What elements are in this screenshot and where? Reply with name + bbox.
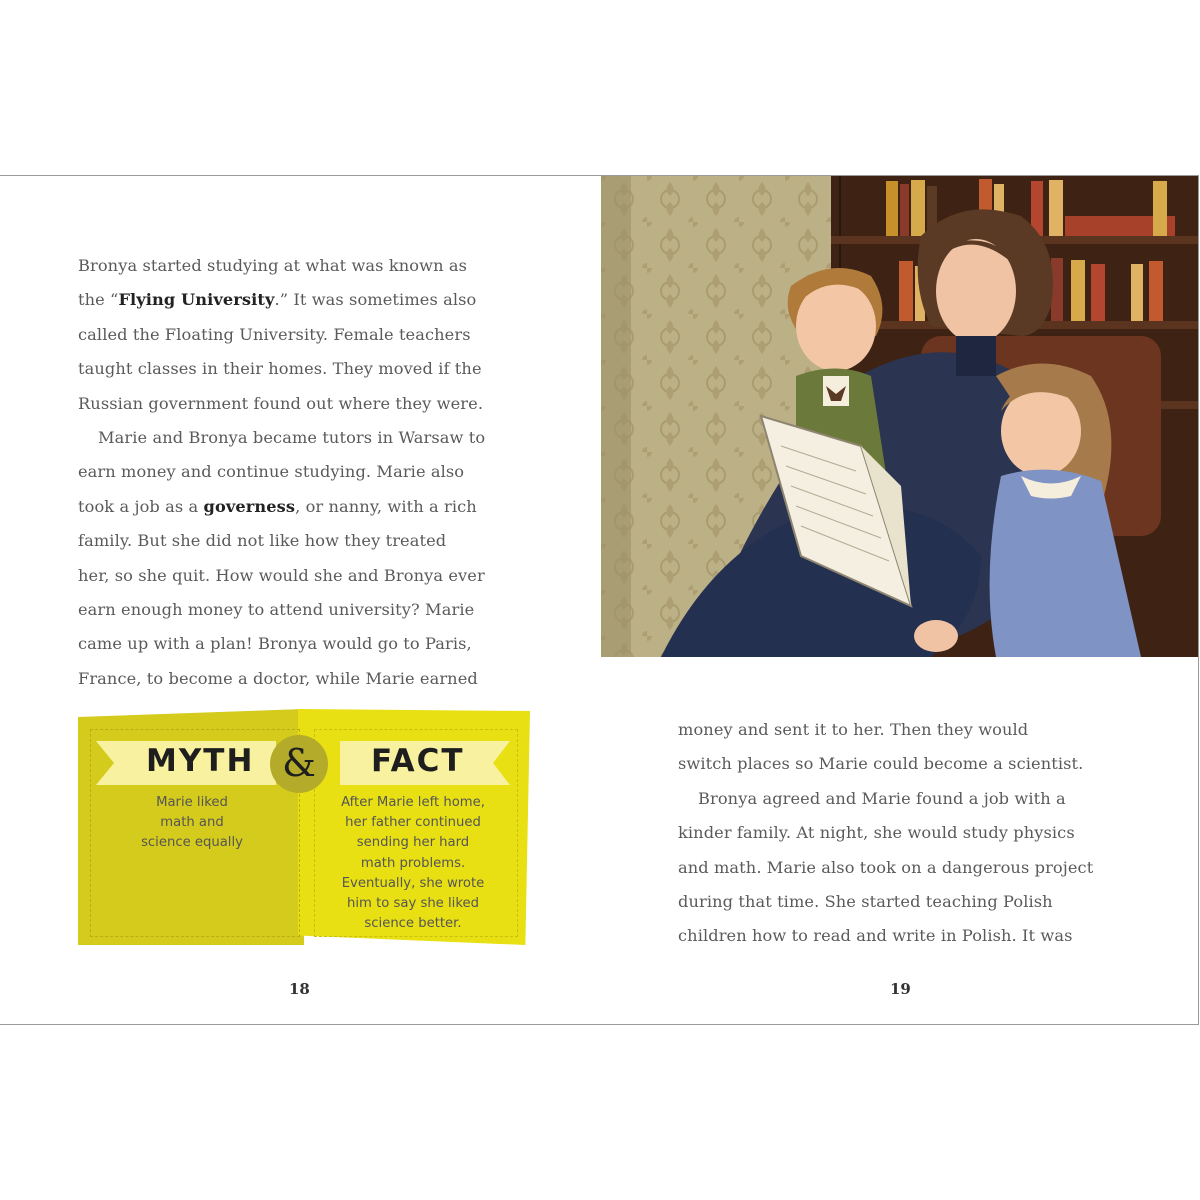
fact-label: FACT	[371, 743, 465, 779]
text-line: children how to read and write in Polish. It was	[678, 926, 1073, 946]
right-page-text	[678, 713, 1138, 954]
text-line: earn money and continue studying. Marie also	[78, 462, 465, 482]
text-line: the “Flying University.” It was sometimes also	[78, 290, 477, 310]
left-page-text	[78, 249, 538, 696]
text-line: taught classes in their homes. They moved if the	[78, 359, 482, 379]
text-line: Russian government found out where they were.	[78, 393, 484, 413]
text-line: France, to become a doctor, while Marie earned	[78, 668, 478, 688]
myth-label: MYTH	[146, 743, 255, 779]
text-line: Bronya started studying at what was known as	[78, 256, 468, 275]
text-line: kinder family. At night, she would study physics	[678, 823, 1075, 843]
text-line: money and sent it to her. Then they would	[678, 720, 1029, 739]
text-line: and math. Marie also took on a dangerous project	[678, 857, 1094, 877]
fact-text: After Marie left home, her father continued sending her hard math problems. Eventually, she wrote him to say she liked science better.	[341, 795, 485, 932]
myth-fact-box	[78, 709, 530, 945]
text-line: called the Floating University. Female teachers	[78, 324, 471, 344]
myth-text: Marie liked math and science equally	[141, 795, 243, 851]
text-line: switch places so Marie could become a scientist.	[678, 754, 1084, 774]
ampersand-badge: &	[270, 735, 328, 793]
illustration-reading-lesson	[601, 176, 1198, 657]
page-number-left: 18	[289, 980, 310, 998]
text-line: Marie and Bronya became tutors in Warsaw to	[98, 428, 486, 448]
text-line: came up with a plan! Bronya would go to Paris,	[78, 634, 472, 654]
text-line: during that time. She started teaching Polish	[678, 892, 1053, 912]
glossary-term-flying-university: Flying University	[118, 290, 275, 310]
text-line: earn enough money to attend university? Marie	[78, 600, 475, 620]
text-line: Bronya agreed and Marie found a job with a	[698, 788, 1066, 808]
text-line: took a job as a governess, or nanny, with a rich	[78, 496, 477, 516]
text-line: her, so she quit. How would she and Bronya ever	[78, 565, 485, 585]
glossary-term-governess: governess	[203, 496, 296, 516]
page-number-right: 19	[890, 980, 911, 998]
text-line: family. But she did not like how they treated	[78, 531, 447, 551]
